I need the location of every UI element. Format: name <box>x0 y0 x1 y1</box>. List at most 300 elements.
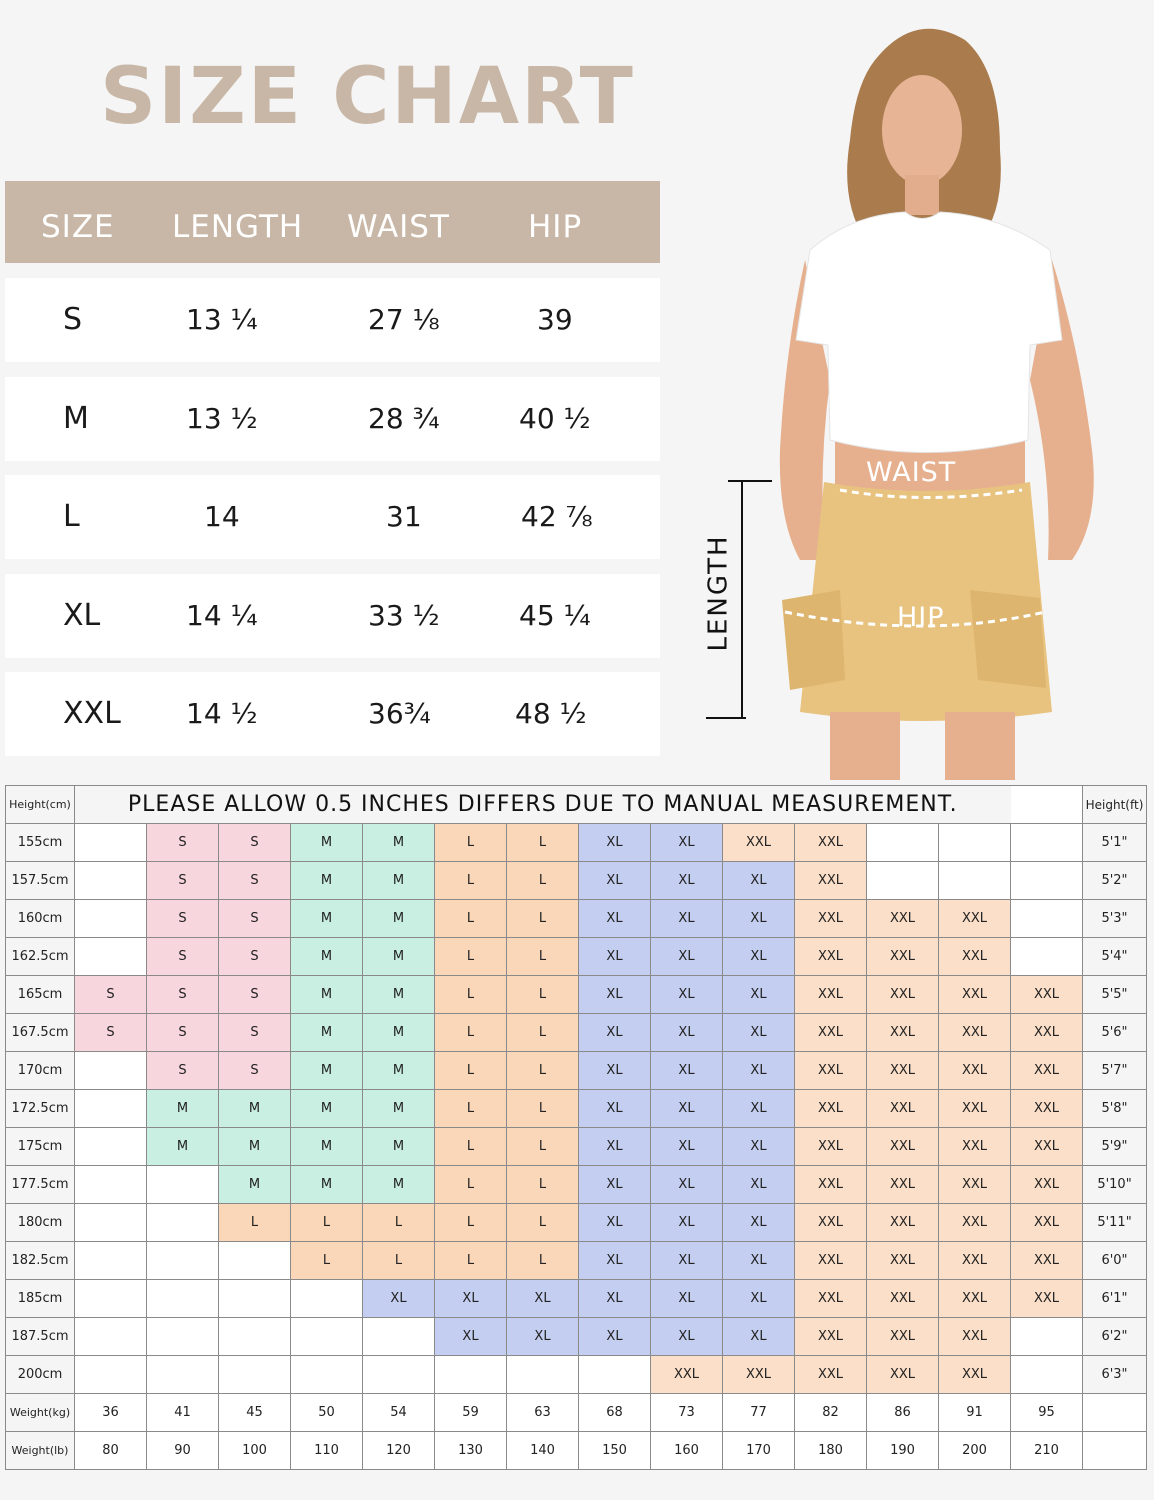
height-cm: 187.5cm <box>6 1318 75 1356</box>
height-row <box>6 1242 1147 1280</box>
size-cell: XL <box>579 900 651 938</box>
size-cell: L <box>435 976 507 1014</box>
size-cell: S <box>147 938 219 976</box>
waist-value: 33 ½ <box>368 599 440 632</box>
size-cell: XXL <box>867 1128 939 1166</box>
size-cell: S <box>219 938 291 976</box>
size-cell <box>147 1166 219 1204</box>
weight-kg-row <box>6 1394 1147 1432</box>
height-row <box>6 862 1147 900</box>
height-ft: 5'10" <box>1083 1166 1147 1204</box>
size-row-l <box>5 475 660 559</box>
size-cell: XL <box>363 1280 435 1318</box>
height-cm: 167.5cm <box>6 1014 75 1052</box>
hip-value: 45 ¼ <box>519 599 591 632</box>
size-cell: XXL <box>867 976 939 1014</box>
size-cell: M <box>291 1052 363 1090</box>
size-label: XXL <box>63 696 121 731</box>
size-cell <box>939 862 1011 900</box>
size-cell: XL <box>579 824 651 862</box>
size-cell: M <box>291 1128 363 1166</box>
height-cm: 155cm <box>6 824 75 862</box>
weight-value: 86 <box>867 1394 939 1432</box>
weight-value: 190 <box>867 1432 939 1470</box>
size-cell: XXL <box>939 1014 1011 1052</box>
height-cm: 157.5cm <box>6 862 75 900</box>
size-cell: S <box>219 1052 291 1090</box>
size-cell: M <box>147 1128 219 1166</box>
size-cell: M <box>291 938 363 976</box>
size-cell: XXL <box>867 1356 939 1394</box>
size-cell <box>291 1318 363 1356</box>
height-ft: 5'11" <box>1083 1204 1147 1242</box>
fit-grid <box>5 785 1147 1470</box>
size-cell: L <box>507 1166 579 1204</box>
size-cell <box>939 824 1011 862</box>
weight-value: 180 <box>795 1432 867 1470</box>
length-value: 13 ¼ <box>186 303 258 336</box>
size-cell: XXL <box>795 862 867 900</box>
size-cell: L <box>435 824 507 862</box>
size-cell: XL <box>579 1204 651 1242</box>
empty-cell <box>1083 1394 1147 1432</box>
size-cell: XL <box>723 862 795 900</box>
size-row-m <box>5 377 660 461</box>
weight-value: 140 <box>507 1432 579 1470</box>
size-cell: XXL <box>867 900 939 938</box>
size-cell: S <box>219 900 291 938</box>
size-cell <box>219 1280 291 1318</box>
size-cell: XL <box>723 900 795 938</box>
size-cell <box>75 1356 147 1394</box>
size-cell: L <box>435 900 507 938</box>
size-cell: XL <box>651 1242 723 1280</box>
height-cm: 162.5cm <box>6 938 75 976</box>
height-row <box>6 1356 1147 1394</box>
size-cell: XXL <box>795 1242 867 1280</box>
size-cell: XXL <box>867 1090 939 1128</box>
size-cell: S <box>219 976 291 1014</box>
model-photo <box>700 0 1154 780</box>
size-cell <box>291 1356 363 1394</box>
size-cell: L <box>507 1128 579 1166</box>
note-spacer <box>1011 786 1083 824</box>
height-row <box>6 824 1147 862</box>
hip-value: 42 ⅞ <box>521 500 593 533</box>
size-row-s <box>5 278 660 362</box>
size-cell: XXL <box>795 900 867 938</box>
weight-value: 63 <box>507 1394 579 1432</box>
height-ft: 6'3" <box>1083 1356 1147 1394</box>
size-cell: XXL <box>939 1052 1011 1090</box>
height-cm: 172.5cm <box>6 1090 75 1128</box>
weight-value: 110 <box>291 1432 363 1470</box>
height-cm: 185cm <box>6 1280 75 1318</box>
size-cell: XL <box>651 1166 723 1204</box>
height-cm: 175cm <box>6 1128 75 1166</box>
size-cell: XL <box>579 938 651 976</box>
hip-value: 48 ½ <box>515 697 587 730</box>
height-cm: 200cm <box>6 1356 75 1394</box>
height-row <box>6 1166 1147 1204</box>
weight-value: 68 <box>579 1394 651 1432</box>
weight-value: 45 <box>219 1394 291 1432</box>
size-cell: XXL <box>867 1014 939 1052</box>
size-cell: XXL <box>795 1280 867 1318</box>
size-cell: L <box>507 1242 579 1280</box>
size-cell: M <box>363 938 435 976</box>
height-cm: 177.5cm <box>6 1166 75 1204</box>
size-cell: XXL <box>795 1356 867 1394</box>
size-cell: XXL <box>795 1052 867 1090</box>
size-cell: S <box>147 824 219 862</box>
size-cell <box>1011 1356 1083 1394</box>
size-cell: L <box>435 862 507 900</box>
size-cell: XXL <box>795 824 867 862</box>
size-cell: XXL <box>939 900 1011 938</box>
size-cell: XL <box>651 824 723 862</box>
size-cell <box>147 1318 219 1356</box>
size-cell: M <box>363 862 435 900</box>
size-cell <box>435 1356 507 1394</box>
size-cell: XXL <box>939 1242 1011 1280</box>
size-cell: L <box>507 862 579 900</box>
height-ft: 5'9" <box>1083 1128 1147 1166</box>
size-cell: XL <box>579 1280 651 1318</box>
size-cell <box>219 1318 291 1356</box>
height-ft: 5'3" <box>1083 900 1147 938</box>
size-cell <box>147 1242 219 1280</box>
size-cell: XXL <box>939 1204 1011 1242</box>
weight-value: 100 <box>219 1432 291 1470</box>
size-cell: XL <box>723 1128 795 1166</box>
header-waist: WAIST <box>347 209 450 245</box>
measurement-note: PLEASE ALLOW 0.5 INCHES DIFFERS DUE TO MANUAL MEASUREMENT. <box>75 786 1011 824</box>
size-cell: XL <box>723 1166 795 1204</box>
waist-label: WAIST <box>866 457 957 488</box>
size-cell: XL <box>579 862 651 900</box>
size-row-xxl <box>5 672 660 756</box>
size-cell: L <box>507 1014 579 1052</box>
grid-header-row <box>6 786 1147 824</box>
header-length: LENGTH <box>172 209 304 245</box>
size-cell: XXL <box>867 938 939 976</box>
size-cell <box>1011 1318 1083 1356</box>
size-cell: M <box>219 1128 291 1166</box>
size-cell: S <box>75 1014 147 1052</box>
weight-value: 120 <box>363 1432 435 1470</box>
height-ft: 6'0" <box>1083 1242 1147 1280</box>
size-cell: M <box>291 900 363 938</box>
size-cell: XL <box>651 1090 723 1128</box>
size-cell <box>75 1280 147 1318</box>
size-cell <box>75 1090 147 1128</box>
size-cell: L <box>435 938 507 976</box>
size-cell: L <box>507 824 579 862</box>
size-cell: XL <box>435 1318 507 1356</box>
height-row <box>6 1318 1147 1356</box>
size-cell: XXL <box>795 1318 867 1356</box>
size-cell: XL <box>723 976 795 1014</box>
size-cell <box>75 1128 147 1166</box>
size-cell: XL <box>579 1090 651 1128</box>
weight-value: 130 <box>435 1432 507 1470</box>
weight-label: Weight(kg) <box>6 1394 75 1432</box>
weight-value: 90 <box>147 1432 219 1470</box>
size-cell <box>75 824 147 862</box>
length-label: LENGTH <box>703 534 734 652</box>
size-row-xl <box>5 574 660 658</box>
waist-value: 28 ¾ <box>368 402 440 435</box>
size-cell: XL <box>651 1318 723 1356</box>
height-ft: 5'8" <box>1083 1090 1147 1128</box>
size-cell: XL <box>723 1014 795 1052</box>
size-cell: M <box>291 1090 363 1128</box>
size-cell: L <box>507 938 579 976</box>
size-cell <box>1011 824 1083 862</box>
height-ft: 5'4" <box>1083 938 1147 976</box>
size-cell: M <box>219 1166 291 1204</box>
size-cell <box>147 1356 219 1394</box>
size-cell: XXL <box>651 1356 723 1394</box>
height-ft: 6'2" <box>1083 1318 1147 1356</box>
measure-table-header <box>5 181 660 263</box>
length-value: 13 ½ <box>186 402 258 435</box>
height-ft: 5'1" <box>1083 824 1147 862</box>
size-cell: M <box>363 1166 435 1204</box>
size-cell <box>75 1318 147 1356</box>
fit-grid-body <box>6 786 1147 1470</box>
size-cell: S <box>219 862 291 900</box>
height-ft-header: Height(ft) <box>1083 786 1147 824</box>
page-title: SIZE CHART <box>100 52 635 142</box>
height-ft: 6'1" <box>1083 1280 1147 1318</box>
weight-value: 50 <box>291 1394 363 1432</box>
size-cell: M <box>363 824 435 862</box>
size-cell: XL <box>723 1052 795 1090</box>
size-cell <box>867 862 939 900</box>
size-cell: XL <box>723 1204 795 1242</box>
size-cell <box>147 1280 219 1318</box>
size-cell: XXL <box>939 1318 1011 1356</box>
length-value: 14 <box>204 500 240 533</box>
size-cell: XL <box>579 976 651 1014</box>
size-cell: M <box>363 1128 435 1166</box>
size-cell: XL <box>651 1204 723 1242</box>
size-cell: XXL <box>795 1166 867 1204</box>
height-ft: 5'2" <box>1083 862 1147 900</box>
size-cell <box>1011 862 1083 900</box>
size-cell: S <box>75 976 147 1014</box>
size-cell: XL <box>651 1014 723 1052</box>
size-cell: XL <box>723 1090 795 1128</box>
size-cell: XL <box>651 976 723 1014</box>
weight-value: 59 <box>435 1394 507 1432</box>
size-cell: XL <box>651 1280 723 1318</box>
waist-value: 31 <box>386 500 422 533</box>
height-row <box>6 1204 1147 1242</box>
size-cell: XXL <box>1011 1280 1083 1318</box>
size-cell: L <box>435 1128 507 1166</box>
weight-value: 210 <box>1011 1432 1083 1470</box>
size-cell <box>75 862 147 900</box>
size-label: S <box>63 302 83 337</box>
size-cell: M <box>291 1014 363 1052</box>
weight-value: 170 <box>723 1432 795 1470</box>
size-cell: L <box>435 1052 507 1090</box>
height-row <box>6 1052 1147 1090</box>
size-cell: XXL <box>867 1280 939 1318</box>
size-cell: L <box>219 1204 291 1242</box>
height-row <box>6 1090 1147 1128</box>
size-cell: XXL <box>795 976 867 1014</box>
size-cell: L <box>507 1090 579 1128</box>
size-cell: XXL <box>939 976 1011 1014</box>
size-cell: L <box>291 1242 363 1280</box>
size-cell: XL <box>507 1318 579 1356</box>
weight-value: 150 <box>579 1432 651 1470</box>
size-label: XL <box>63 598 101 633</box>
size-cell: XL <box>723 1318 795 1356</box>
height-cm: 165cm <box>6 976 75 1014</box>
size-cell: L <box>363 1204 435 1242</box>
empty-cell <box>1083 1432 1147 1470</box>
hip-value: 40 ½ <box>519 402 591 435</box>
size-cell: XXL <box>795 1090 867 1128</box>
size-cell: XL <box>651 900 723 938</box>
size-cell: L <box>507 1204 579 1242</box>
size-cell: S <box>219 824 291 862</box>
size-cell <box>75 1166 147 1204</box>
size-cell: S <box>219 1014 291 1052</box>
size-cell: XXL <box>1011 1014 1083 1052</box>
size-cell: L <box>435 1166 507 1204</box>
size-cell: S <box>147 900 219 938</box>
size-cell: XXL <box>939 1280 1011 1318</box>
length-indicator <box>690 520 740 670</box>
size-label: M <box>63 401 89 436</box>
size-cell: XL <box>579 1014 651 1052</box>
height-ft: 5'5" <box>1083 976 1147 1014</box>
size-cell: M <box>363 1014 435 1052</box>
weight-value: 200 <box>939 1432 1011 1470</box>
weight-value: 54 <box>363 1394 435 1432</box>
size-cell: L <box>507 976 579 1014</box>
size-cell: XXL <box>1011 1052 1083 1090</box>
size-cell: L <box>435 1242 507 1280</box>
size-cell: M <box>363 1090 435 1128</box>
weight-value: 80 <box>75 1432 147 1470</box>
weight-label: Weight(lb) <box>6 1432 75 1470</box>
size-cell: XL <box>723 938 795 976</box>
waist-value: 27 ⅛ <box>368 303 440 336</box>
size-cell: XXL <box>1011 1166 1083 1204</box>
weight-lb-row <box>6 1432 1147 1470</box>
size-cell: XXL <box>1011 976 1083 1014</box>
size-cell: XXL <box>795 1204 867 1242</box>
size-cell: XXL <box>723 824 795 862</box>
size-cell <box>291 1280 363 1318</box>
weight-value: 91 <box>939 1394 1011 1432</box>
size-cell: XXL <box>867 1052 939 1090</box>
size-cell: XL <box>579 1166 651 1204</box>
size-cell: XL <box>579 1052 651 1090</box>
height-row <box>6 976 1147 1014</box>
weight-value: 36 <box>75 1394 147 1432</box>
size-cell <box>75 900 147 938</box>
size-cell: S <box>147 976 219 1014</box>
length-value: 14 ¼ <box>186 599 258 632</box>
size-cell <box>219 1356 291 1394</box>
weight-value: 95 <box>1011 1394 1083 1432</box>
size-cell <box>219 1242 291 1280</box>
size-cell <box>1011 900 1083 938</box>
height-row <box>6 1014 1147 1052</box>
size-cell: XXL <box>867 1242 939 1280</box>
size-cell <box>579 1356 651 1394</box>
size-cell: M <box>219 1090 291 1128</box>
size-cell <box>363 1356 435 1394</box>
header-hip: HIP <box>528 209 583 245</box>
height-cm: 180cm <box>6 1204 75 1242</box>
size-cell <box>75 1242 147 1280</box>
height-cm: 160cm <box>6 900 75 938</box>
size-cell: XXL <box>867 1204 939 1242</box>
size-cell: XXL <box>1011 1204 1083 1242</box>
height-row <box>6 900 1147 938</box>
size-cell: XL <box>507 1280 579 1318</box>
weight-value: 73 <box>651 1394 723 1432</box>
size-cell: XXL <box>939 1090 1011 1128</box>
size-cell: M <box>363 976 435 1014</box>
size-cell: XXL <box>939 1128 1011 1166</box>
size-cell: M <box>291 824 363 862</box>
hip-label: HIP <box>897 602 945 633</box>
size-cell: XL <box>651 1052 723 1090</box>
height-row <box>6 1280 1147 1318</box>
size-cell: L <box>435 1014 507 1052</box>
size-cell: S <box>147 1014 219 1052</box>
size-cell: XL <box>651 1128 723 1166</box>
height-row <box>6 1128 1147 1166</box>
height-ft: 5'6" <box>1083 1014 1147 1052</box>
size-cell <box>507 1356 579 1394</box>
size-cell <box>75 938 147 976</box>
weight-value: 82 <box>795 1394 867 1432</box>
size-label: L <box>63 499 80 534</box>
size-cell: XL <box>579 1128 651 1166</box>
size-cell: XXL <box>1011 1090 1083 1128</box>
size-cell: S <box>147 1052 219 1090</box>
size-cell: L <box>507 1052 579 1090</box>
size-cell: XXL <box>939 1166 1011 1204</box>
height-cm: 182.5cm <box>6 1242 75 1280</box>
size-cell: XXL <box>939 938 1011 976</box>
size-cell: XXL <box>723 1356 795 1394</box>
size-cell: M <box>363 900 435 938</box>
weight-value: 160 <box>651 1432 723 1470</box>
size-cell: S <box>147 862 219 900</box>
size-cell <box>1011 938 1083 976</box>
length-value: 14 ½ <box>186 697 258 730</box>
size-cell: M <box>291 976 363 1014</box>
weight-value: 77 <box>723 1394 795 1432</box>
size-cell: L <box>363 1242 435 1280</box>
size-cell: L <box>291 1204 363 1242</box>
size-cell <box>75 1204 147 1242</box>
size-cell: XXL <box>1011 1128 1083 1166</box>
size-cell: XL <box>579 1318 651 1356</box>
